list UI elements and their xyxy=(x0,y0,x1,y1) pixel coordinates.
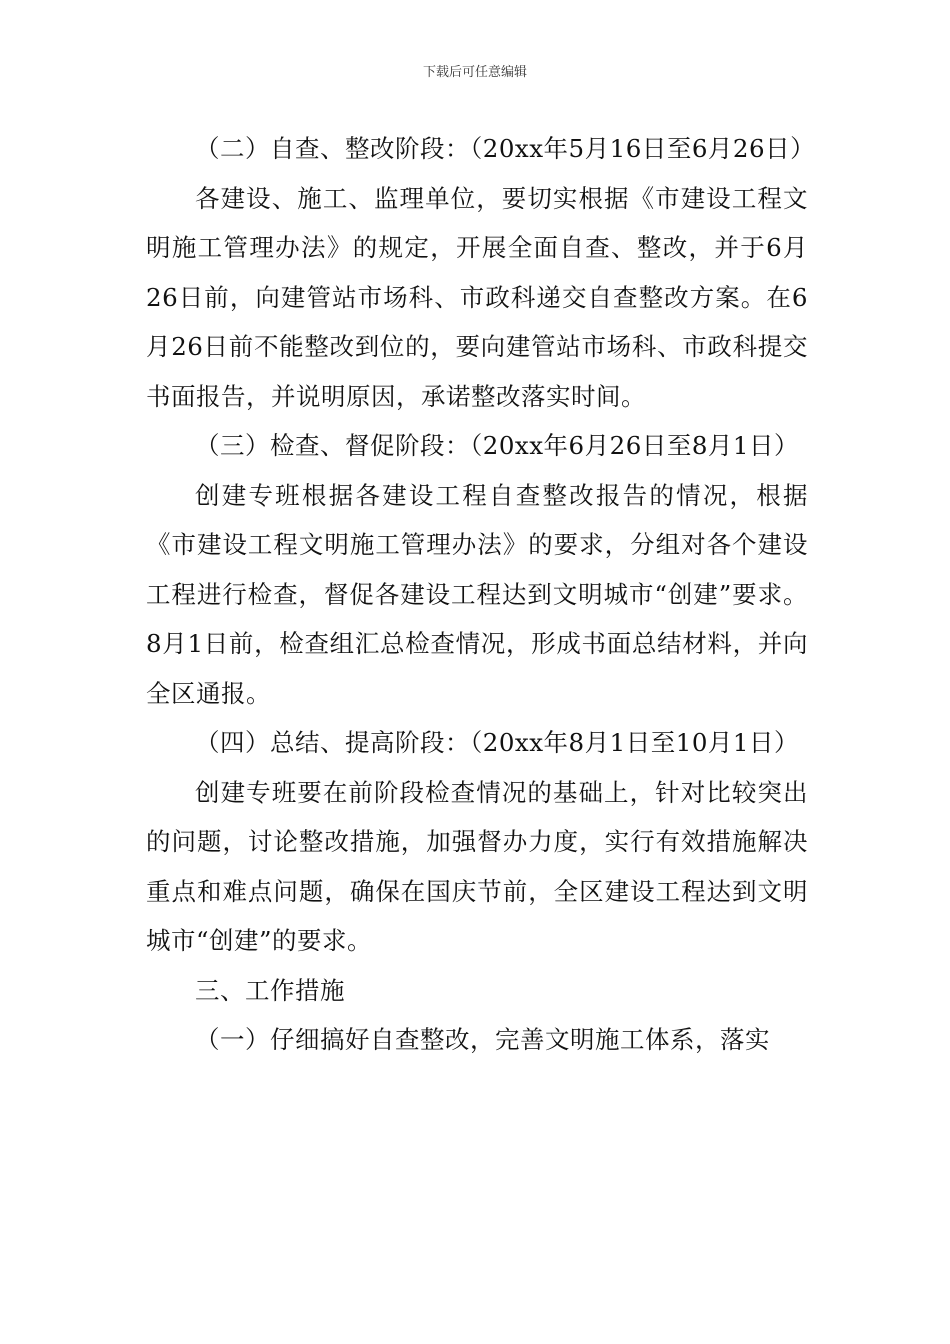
paragraph-stage-3-body: 创建专班根据各建设工程自查整改报告的情况，根据《市建设工程文明施工管理办法》的要求，分组对各个建设工程进行检查，督促各建设工程达到文明城市“创建”要求。8月1日前，检查组汇总检查情况，形成书面总结材料，并向全区通报。 xyxy=(146,480,808,708)
paragraph-stage-2-heading: （二）自查、整改阶段：（20xx年5月16日至6月26日） xyxy=(195,134,816,163)
paragraph-stage-4-heading: （四）总结、提高阶段：（20xx年8月1日至10月1日） xyxy=(195,728,799,757)
section-heading-work-measures: 三、工作措施 xyxy=(195,975,345,1005)
paragraph-stage-2-body: 各建设、施工、监理单位，要切实根据《市建设工程文明施工管理办法》的规定，开展全面自查、整改，并于6月26日前，向建管站市场科、市政科递交自查整改方案。在6月26日前不能整改到位的，要向建管站市场科、市政科提交书面报告，并说明原因，承诺整改落实时间。 xyxy=(146,183,808,411)
paragraph-measure-1: （一）仔细搞好自查整改，完善文明施工体系，落实 xyxy=(195,1025,770,1054)
document-body xyxy=(146,124,816,1065)
page-header: 下载后可任意编辑 xyxy=(422,65,527,80)
paragraph-stage-3-heading: （三）检查、督促阶段：（20xx年6月26日至8月1日） xyxy=(195,431,799,460)
paragraph-stage-4-body: 创建专班要在前阶段检查情况的基础上，针对比较突出的问题，讨论整改措施，加强督办力度，实行有效措施解决重点和难点问题，确保在国庆节前，全区建设工程达到文明城市“创建”的要求。 xyxy=(146,777,808,955)
